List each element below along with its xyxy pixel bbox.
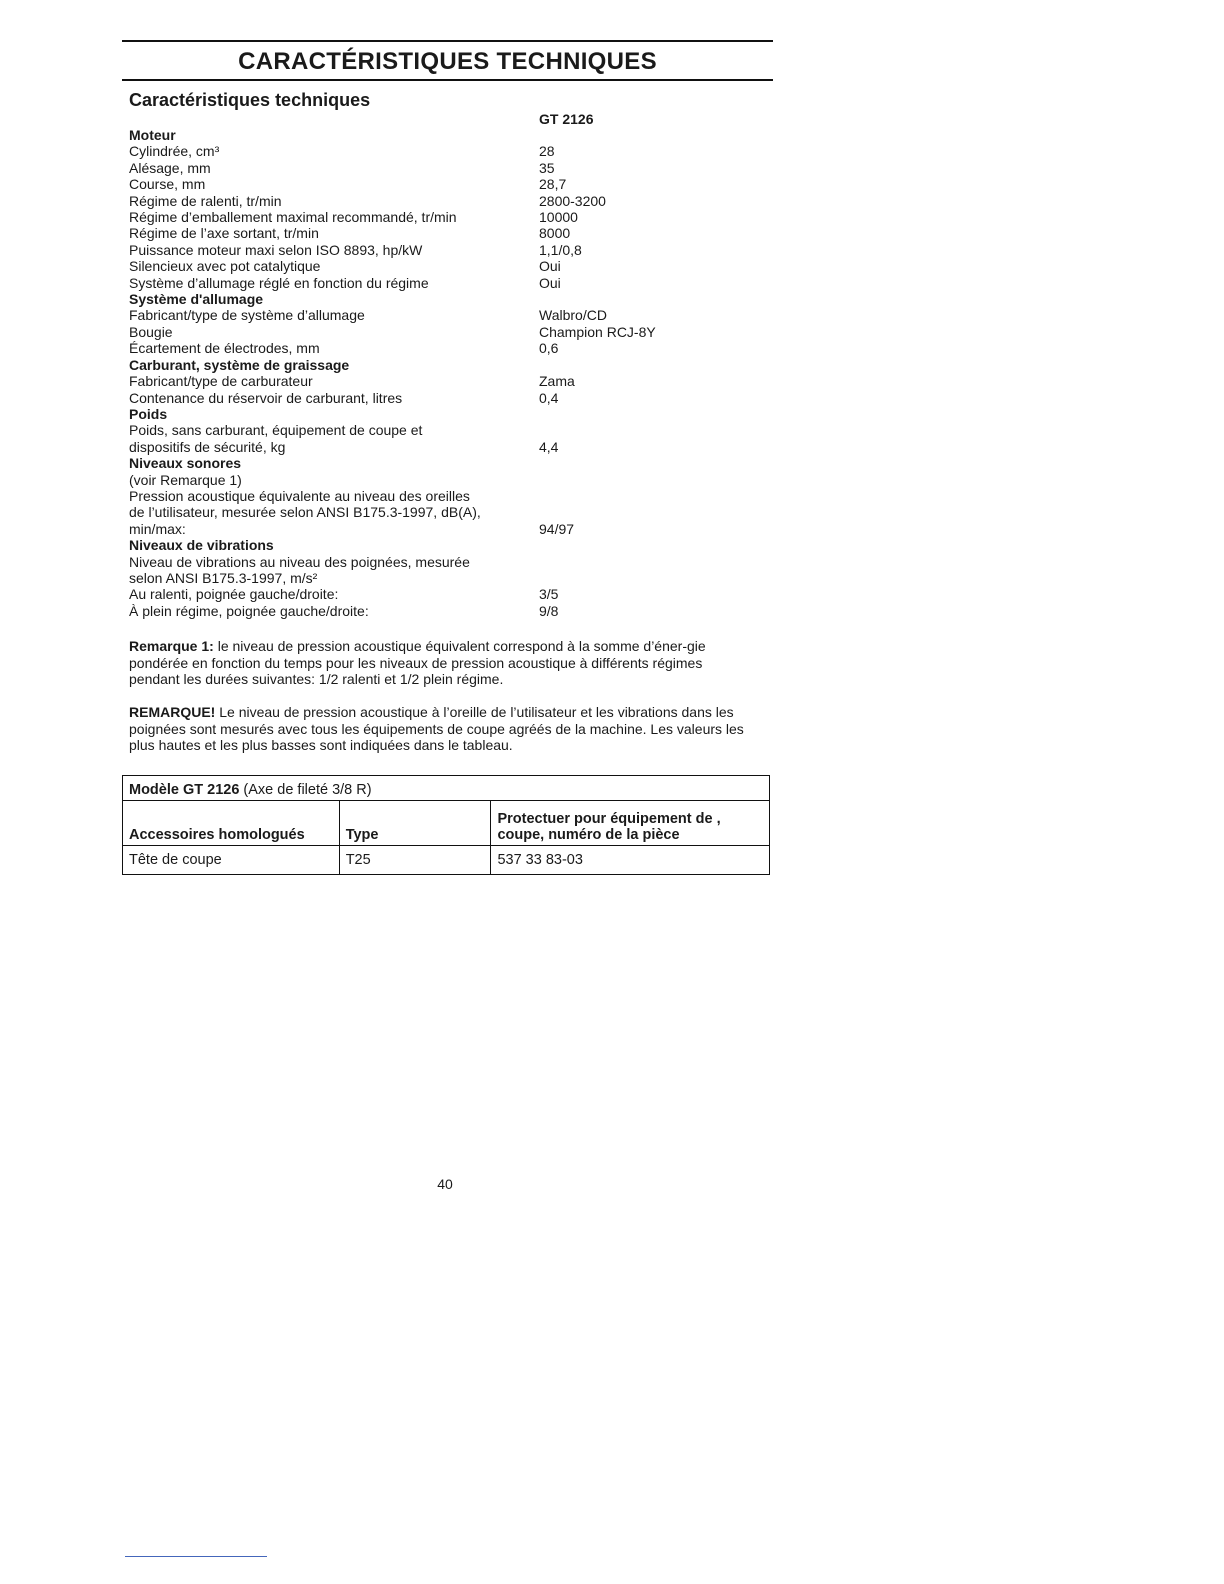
spec-label: (voir Remarque 1) (129, 471, 242, 488)
spec-label: Poids (129, 405, 168, 422)
spec-row (129, 160, 689, 176)
model-label: Modèle GT 2126 (129, 782, 240, 798)
spec-value: Zama (539, 373, 575, 390)
spec-row (129, 472, 689, 488)
spec-label: Système d'allumage (129, 291, 264, 308)
spec-row (129, 373, 689, 389)
spec-label: Cylindrée, cm³ (129, 143, 220, 160)
spec-value: Walbro/CD (539, 307, 607, 324)
spec-label: Niveaux sonores (129, 455, 242, 472)
spec-row (129, 176, 689, 192)
spec-row (129, 193, 689, 209)
spec-label: Régime d’emballement maximal recommandé, tr/min (129, 209, 457, 226)
spec-row (129, 307, 689, 323)
spec-row (129, 586, 689, 602)
spec-row (129, 488, 689, 537)
spec-label: Fabricant/type de système d’allumage (129, 307, 365, 324)
table-header-row (123, 801, 770, 846)
spec-value: Oui (539, 274, 561, 291)
spec-label: Pression acoustique équivalente au niveau des oreilles de l’utilisateur, mesurée selon ANSI B175.3-1997, dB(A), min/max: (129, 487, 481, 537)
spec-row (129, 258, 689, 274)
spec-label: Course, mm (129, 176, 206, 193)
spec-label: Système d’allumage réglé en fonction du régime (129, 274, 429, 291)
spec-group-heading (129, 127, 689, 143)
model-suffix: (Axe de fileté 3/8 R) (239, 782, 372, 798)
spec-row (129, 242, 689, 258)
spec-value: 0,6 (539, 340, 559, 357)
table-header-cell: Accessoires homologués (123, 801, 340, 846)
spec-label: Alésage, mm (129, 159, 211, 176)
spec-row (129, 275, 689, 291)
spec-value: 94/97 (539, 520, 575, 537)
spec-group-heading (129, 455, 689, 471)
spec-value: 2800-3200 (539, 192, 606, 209)
spec-group-heading (129, 357, 689, 373)
spec-label: Moteur (129, 127, 176, 143)
spec-value: 28,7 (539, 176, 567, 193)
note-2-text: Le niveau de pression acoustique à l’oreille de l’utilisateur et les vibrations dans les poignées sont mesurés avec tous les équipements de coupe agréés de la machine. Les valeurs les plus hautes et les plus basses sont indiquées dans le tableau. (129, 704, 744, 754)
spec-row (129, 422, 689, 455)
spec-value: 28 (539, 143, 555, 160)
spec-group-heading (129, 406, 689, 422)
spec-value: Oui (539, 258, 561, 275)
table-row (123, 846, 770, 875)
note-1-text: le niveau de pression acoustique équivalent correspond à la somme d’éner-gie pondérée en fonction du temps pour les niveaux de pression acoustique à différents régimes pendant les durées suivantes: 1/2 ralenti et 1/2 plein régime. (129, 638, 706, 688)
spec-group-heading (129, 291, 689, 307)
spec-value: 8000 (539, 225, 571, 242)
spec-row (129, 324, 689, 340)
spec-label: Niveau de vibrations au niveau des poignées, mesurée selon ANSI B175.3-1997, m/s² (129, 553, 470, 586)
accessories-table (122, 775, 770, 875)
table-cell: 537 33 83-03 (491, 846, 770, 875)
spec-value: 3/5 (539, 586, 559, 603)
spec-row (129, 554, 689, 587)
table-model-row (123, 776, 770, 801)
table-cell: Tête de coupe (123, 846, 340, 875)
page-title: CARACTÉRISTIQUES TECHNIQUES (238, 48, 657, 75)
spec-value: 0,4 (539, 389, 559, 406)
model-column-header: GT 2126 (539, 111, 594, 127)
spec-label: Puissance moteur maxi selon ISO 8893, hp/kW (129, 241, 423, 258)
spec-value: 9/8 (539, 602, 559, 619)
spec-list (129, 127, 689, 619)
note-1-label: Remarque 1: (129, 638, 214, 654)
page-title-bar (122, 40, 773, 81)
table-model-cell (123, 776, 770, 801)
table-header-cell: Protectuer pour équipement de , coupe, numéro de la pièce (491, 801, 770, 846)
spec-label: Silencieux avec pot catalytique (129, 258, 321, 275)
note-2-label: REMARQUE! (129, 704, 216, 720)
spec-label: Fabricant/type de carburateur (129, 373, 313, 390)
spec-row (129, 603, 689, 619)
spec-label: Au ralenti, poignée gauche/droite: (129, 586, 339, 603)
table-cell: T25 (339, 846, 491, 875)
spec-value: 10000 (539, 209, 578, 226)
spec-label: Bougie (129, 323, 173, 340)
footer-line (125, 1556, 267, 1557)
spec-label: Régime de l’axe sortant, tr/min (129, 225, 319, 242)
spec-group-heading (129, 537, 689, 553)
spec-row (129, 143, 689, 159)
table-header-cell: Type (339, 801, 491, 846)
spec-row (129, 209, 689, 225)
spec-label: Contenance du réservoir de carburant, litres (129, 389, 403, 406)
spec-label: Écartement de électrodes, mm (129, 340, 320, 357)
spec-value: 35 (539, 159, 555, 176)
spec-label: Carburant, système de graissage (129, 356, 350, 373)
spec-row (129, 390, 689, 406)
spec-label: À plein régime, poignée gauche/droite: (129, 602, 369, 619)
spec-value: 1,1/0,8 (539, 241, 582, 258)
note-1 (129, 638, 749, 688)
note-2 (129, 704, 749, 754)
spec-row (129, 340, 689, 356)
page-number: 40 (437, 1176, 453, 1192)
spec-label: Régime de ralenti, tr/min (129, 192, 282, 209)
section-heading: Caractéristiques techniques (129, 90, 371, 110)
spec-value: Champion RCJ-8Y (539, 323, 656, 340)
spec-label: Niveaux de vibrations (129, 537, 274, 554)
spec-label: Poids, sans carburant, équipement de coupe et dispositifs de sécurité, kg (129, 422, 423, 455)
spec-row (129, 225, 689, 241)
spec-value: 4,4 (539, 438, 559, 455)
